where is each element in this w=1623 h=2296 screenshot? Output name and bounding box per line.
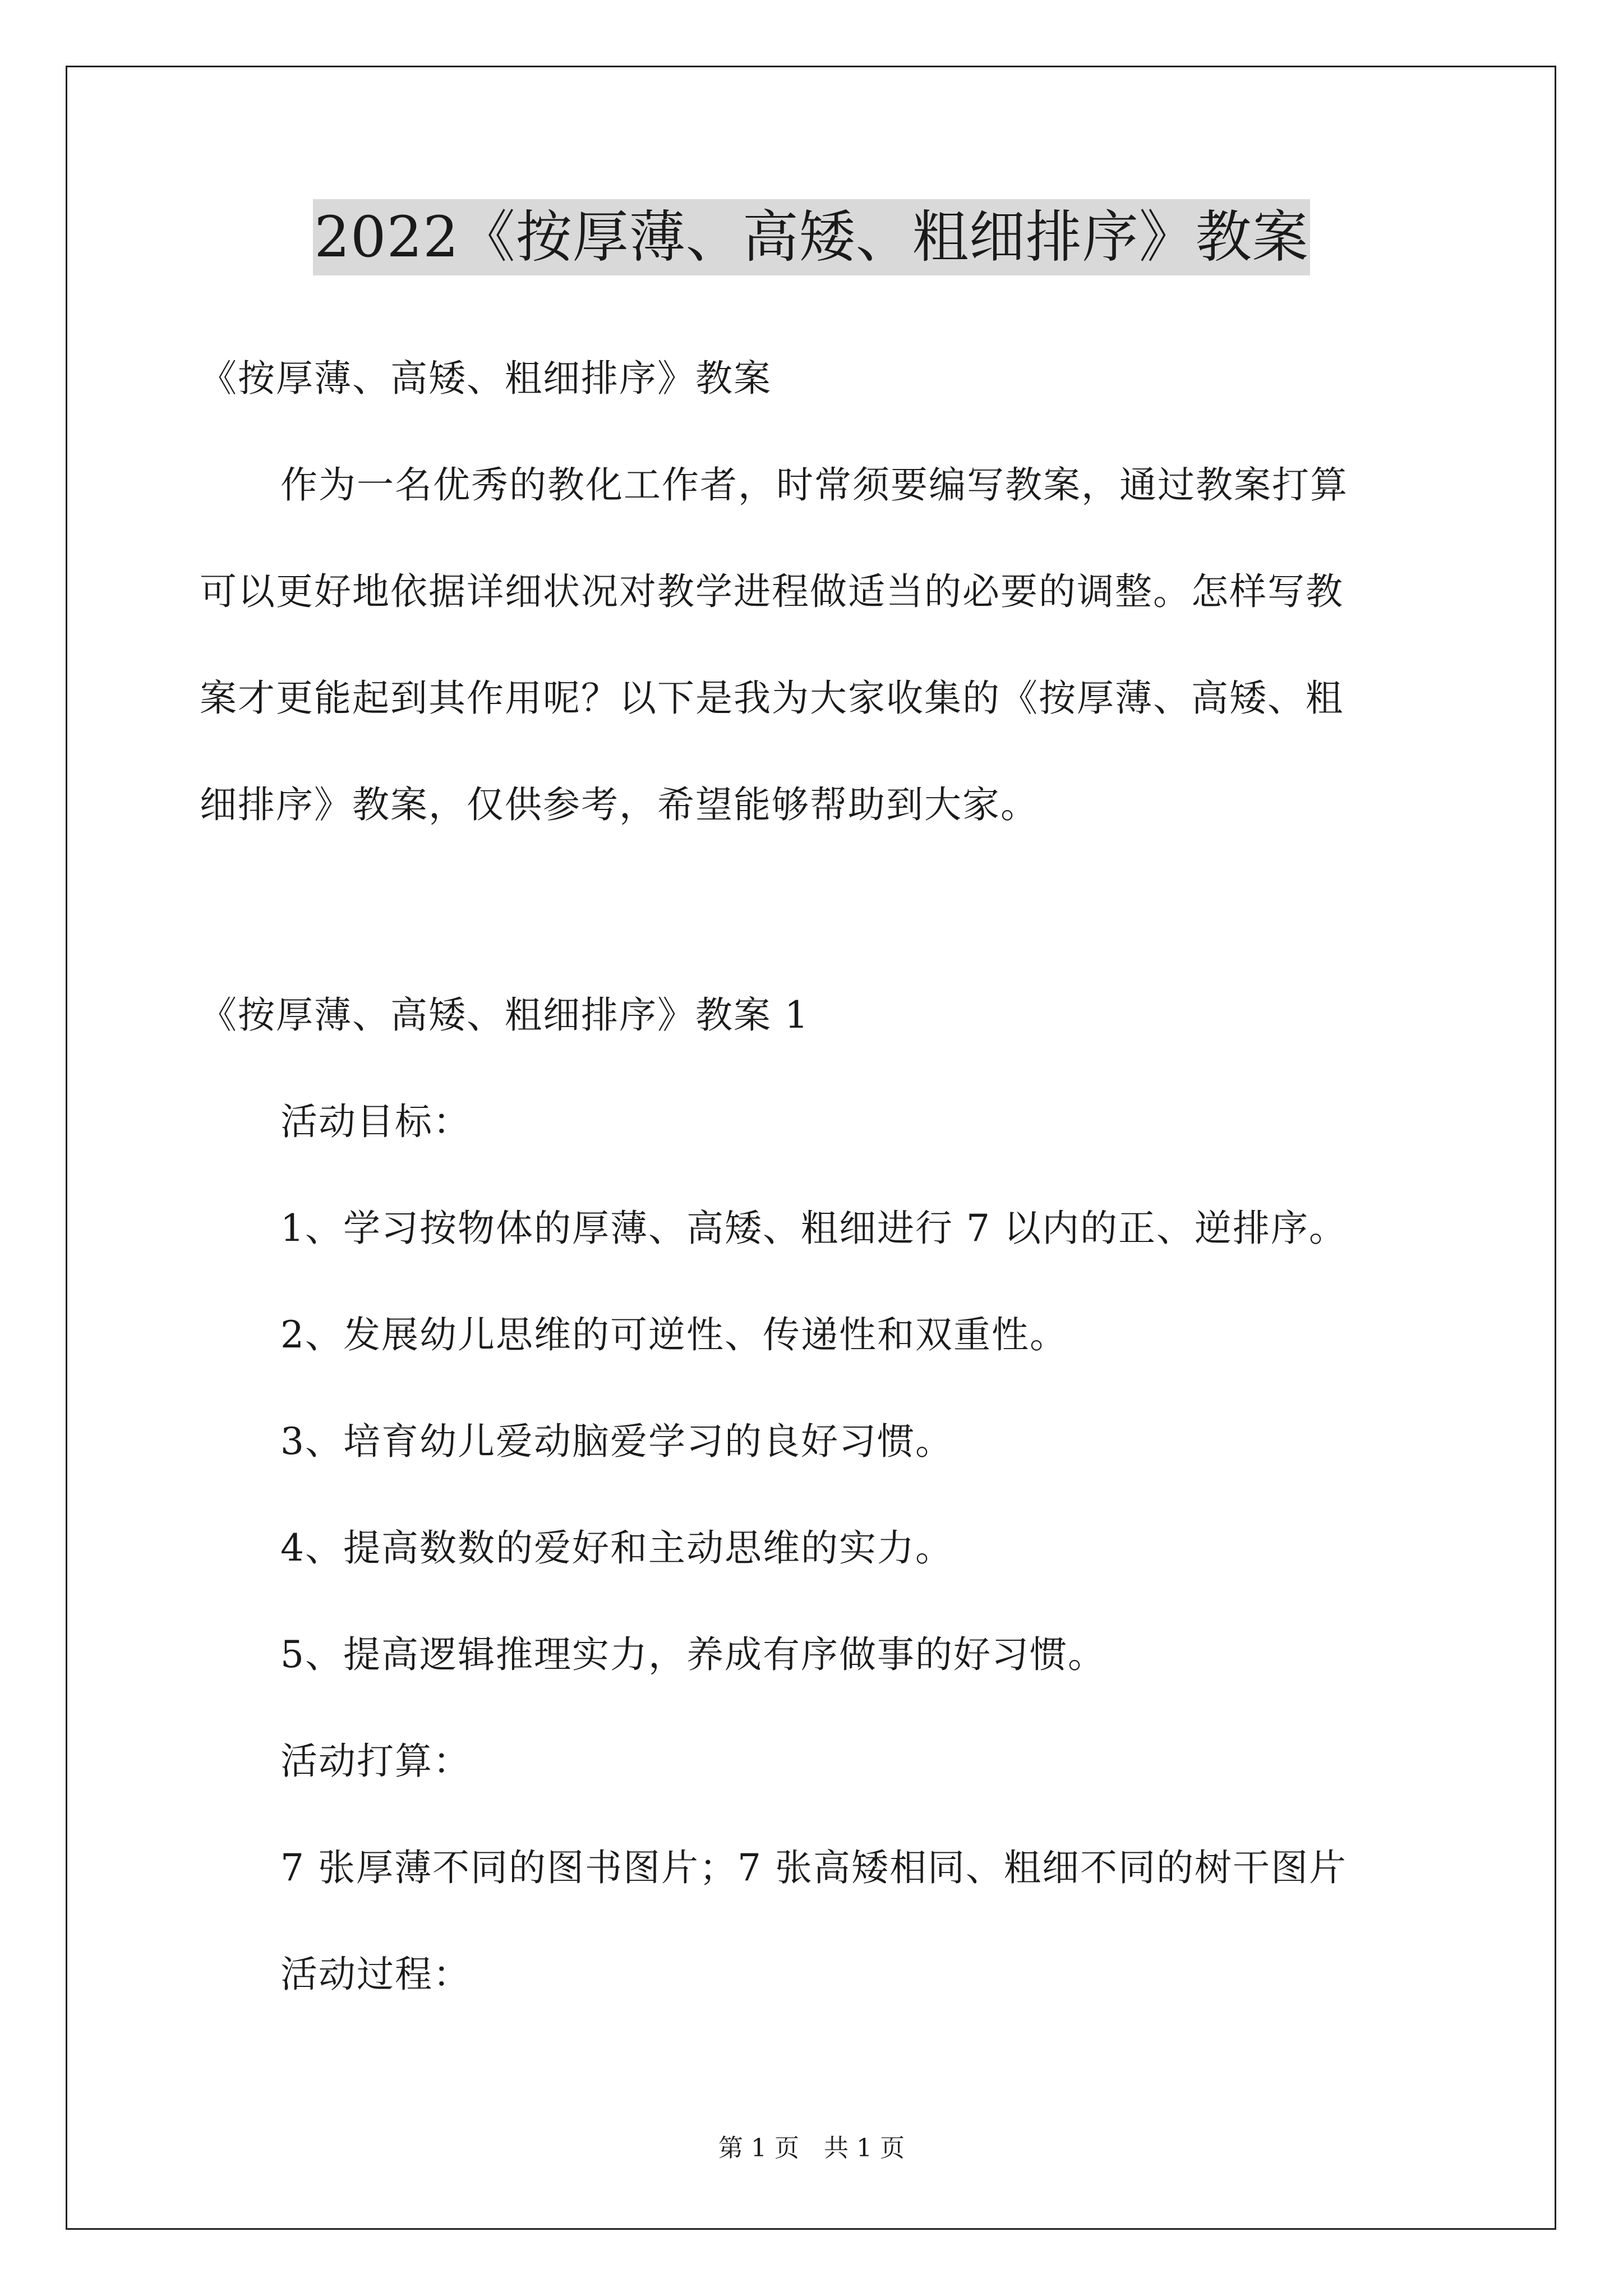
document-subtitle: 《按厚薄、高矮、粗细排序》教案 [200, 357, 772, 400]
document-title: 2022《按厚薄、高矮、粗细排序》教案 [313, 199, 1310, 275]
prep-text: 7 张厚薄不同的图书图片；7 张高矮相同、粗细不同的树干图片 [280, 1846, 1347, 1889]
intro-line: 案才更能起到其作用呢？以下是我为大家收集的《按厚薄、高矮、粗 [200, 677, 1344, 720]
intro-line: 作为一名优秀的教化工作者，时常须要编写教案，通过教案打算 [280, 463, 1348, 507]
goal-item: 3、培育幼儿爱动脑爱学习的良好习惯。 [280, 1420, 953, 1463]
goal-item: 1、学习按物体的厚薄、高矮、粗细进行 7 以内的正、逆排序。 [280, 1207, 1347, 1250]
intro-line: 细排序》教案，仅供参考，希望能够帮助到大家。 [200, 783, 1039, 826]
goal-item: 4、提高数数的爱好和主动思维的实力。 [280, 1526, 953, 1570]
prep-heading: 活动打算： [280, 1740, 471, 1783]
section-heading: 《按厚薄、高矮、粗细排序》教案 1 [200, 993, 809, 1037]
goal-item: 2、发展幼儿思维的可逆性、传递性和双重性。 [280, 1313, 1068, 1356]
goals-heading: 活动目标： [280, 1100, 471, 1143]
page-footer: 第 1 页 共 1 页 [718, 2134, 905, 2162]
goal-item: 5、提高逻辑推理实力，养成有序做事的好习惯。 [280, 1633, 1106, 1676]
intro-line: 可以更好地依据详细状况对教学进程做适当的必要的调整。怎样写教 [200, 570, 1344, 613]
title-container [0, 199, 1623, 275]
process-heading: 活动过程： [280, 1953, 471, 1996]
